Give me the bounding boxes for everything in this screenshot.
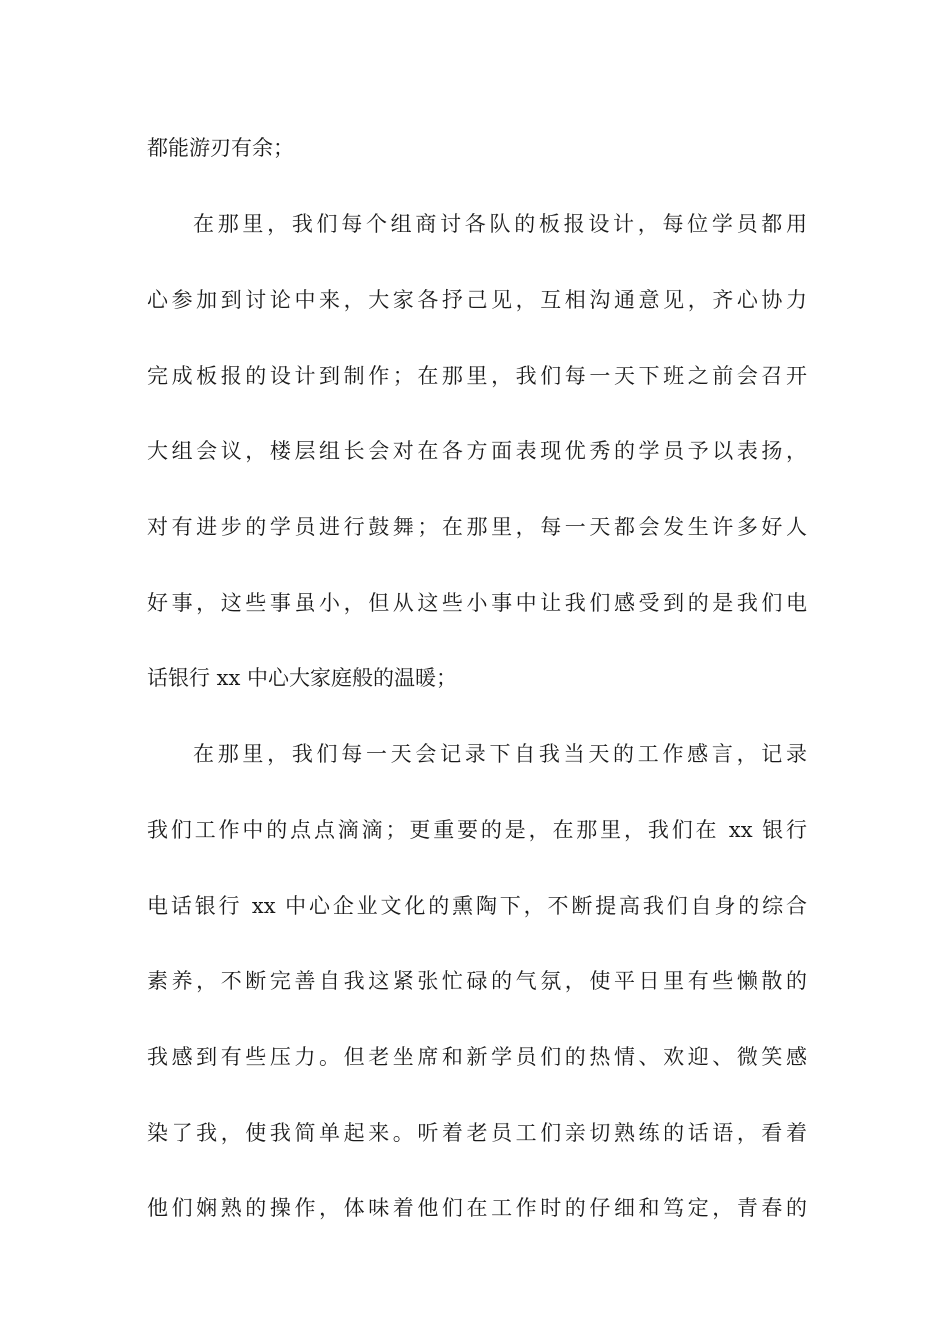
paragraph-line: 电话银行 xx 中心企业文化的熏陶下，不断提高我们自身的综合 bbox=[147, 894, 807, 918]
paragraph-line: 大组会议，楼层组长会对在各方面表现优秀的学员予以表扬， bbox=[147, 439, 807, 463]
paragraph-line: 我感到有些压力。但老坐席和新学员们的热情、欢迎、微笑感 bbox=[147, 1045, 807, 1069]
paragraph-line: 对有进步的学员进行鼓舞；在那里，每一天都会发生许多好人 bbox=[147, 515, 807, 539]
paragraph-line: 都能游刃有余； bbox=[147, 136, 294, 160]
paragraph-line: 他们娴熟的操作，体味着他们在工作时的仔细和笃定，青春的 bbox=[147, 1196, 807, 1220]
paragraph-line: 在那里，我们每一天会记录下自我当天的工作感言，记录 bbox=[193, 742, 807, 766]
paragraph-line: 心参加到讨论中来，大家各抒己见，互相沟通意见，齐心协力 bbox=[147, 288, 807, 312]
paragraph-line: 在那里，我们每个组商讨各队的板报设计，每位学员都用 bbox=[193, 212, 807, 236]
paragraph-line: 话银行 xx 中心大家庭般的温暖； bbox=[147, 666, 458, 690]
paragraph-line: 好事，这些事虽小，但从这些小事中让我们感受到的是我们电 bbox=[147, 591, 807, 615]
paragraph-line: 素养，不断完善自我这紧张忙碌的气氛，使平日里有些懒散的 bbox=[147, 969, 807, 993]
paragraph-line: 完成板报的设计到制作；在那里，我们每一天下班之前会召开 bbox=[147, 364, 807, 388]
paragraph-line: 我们工作中的点点滴滴；更重要的是，在那里，我们在 xx 银行 bbox=[147, 818, 807, 842]
paragraph-line: 染了我，使我简单起来。听着老员工们亲切熟练的话语，看着 bbox=[147, 1121, 807, 1145]
